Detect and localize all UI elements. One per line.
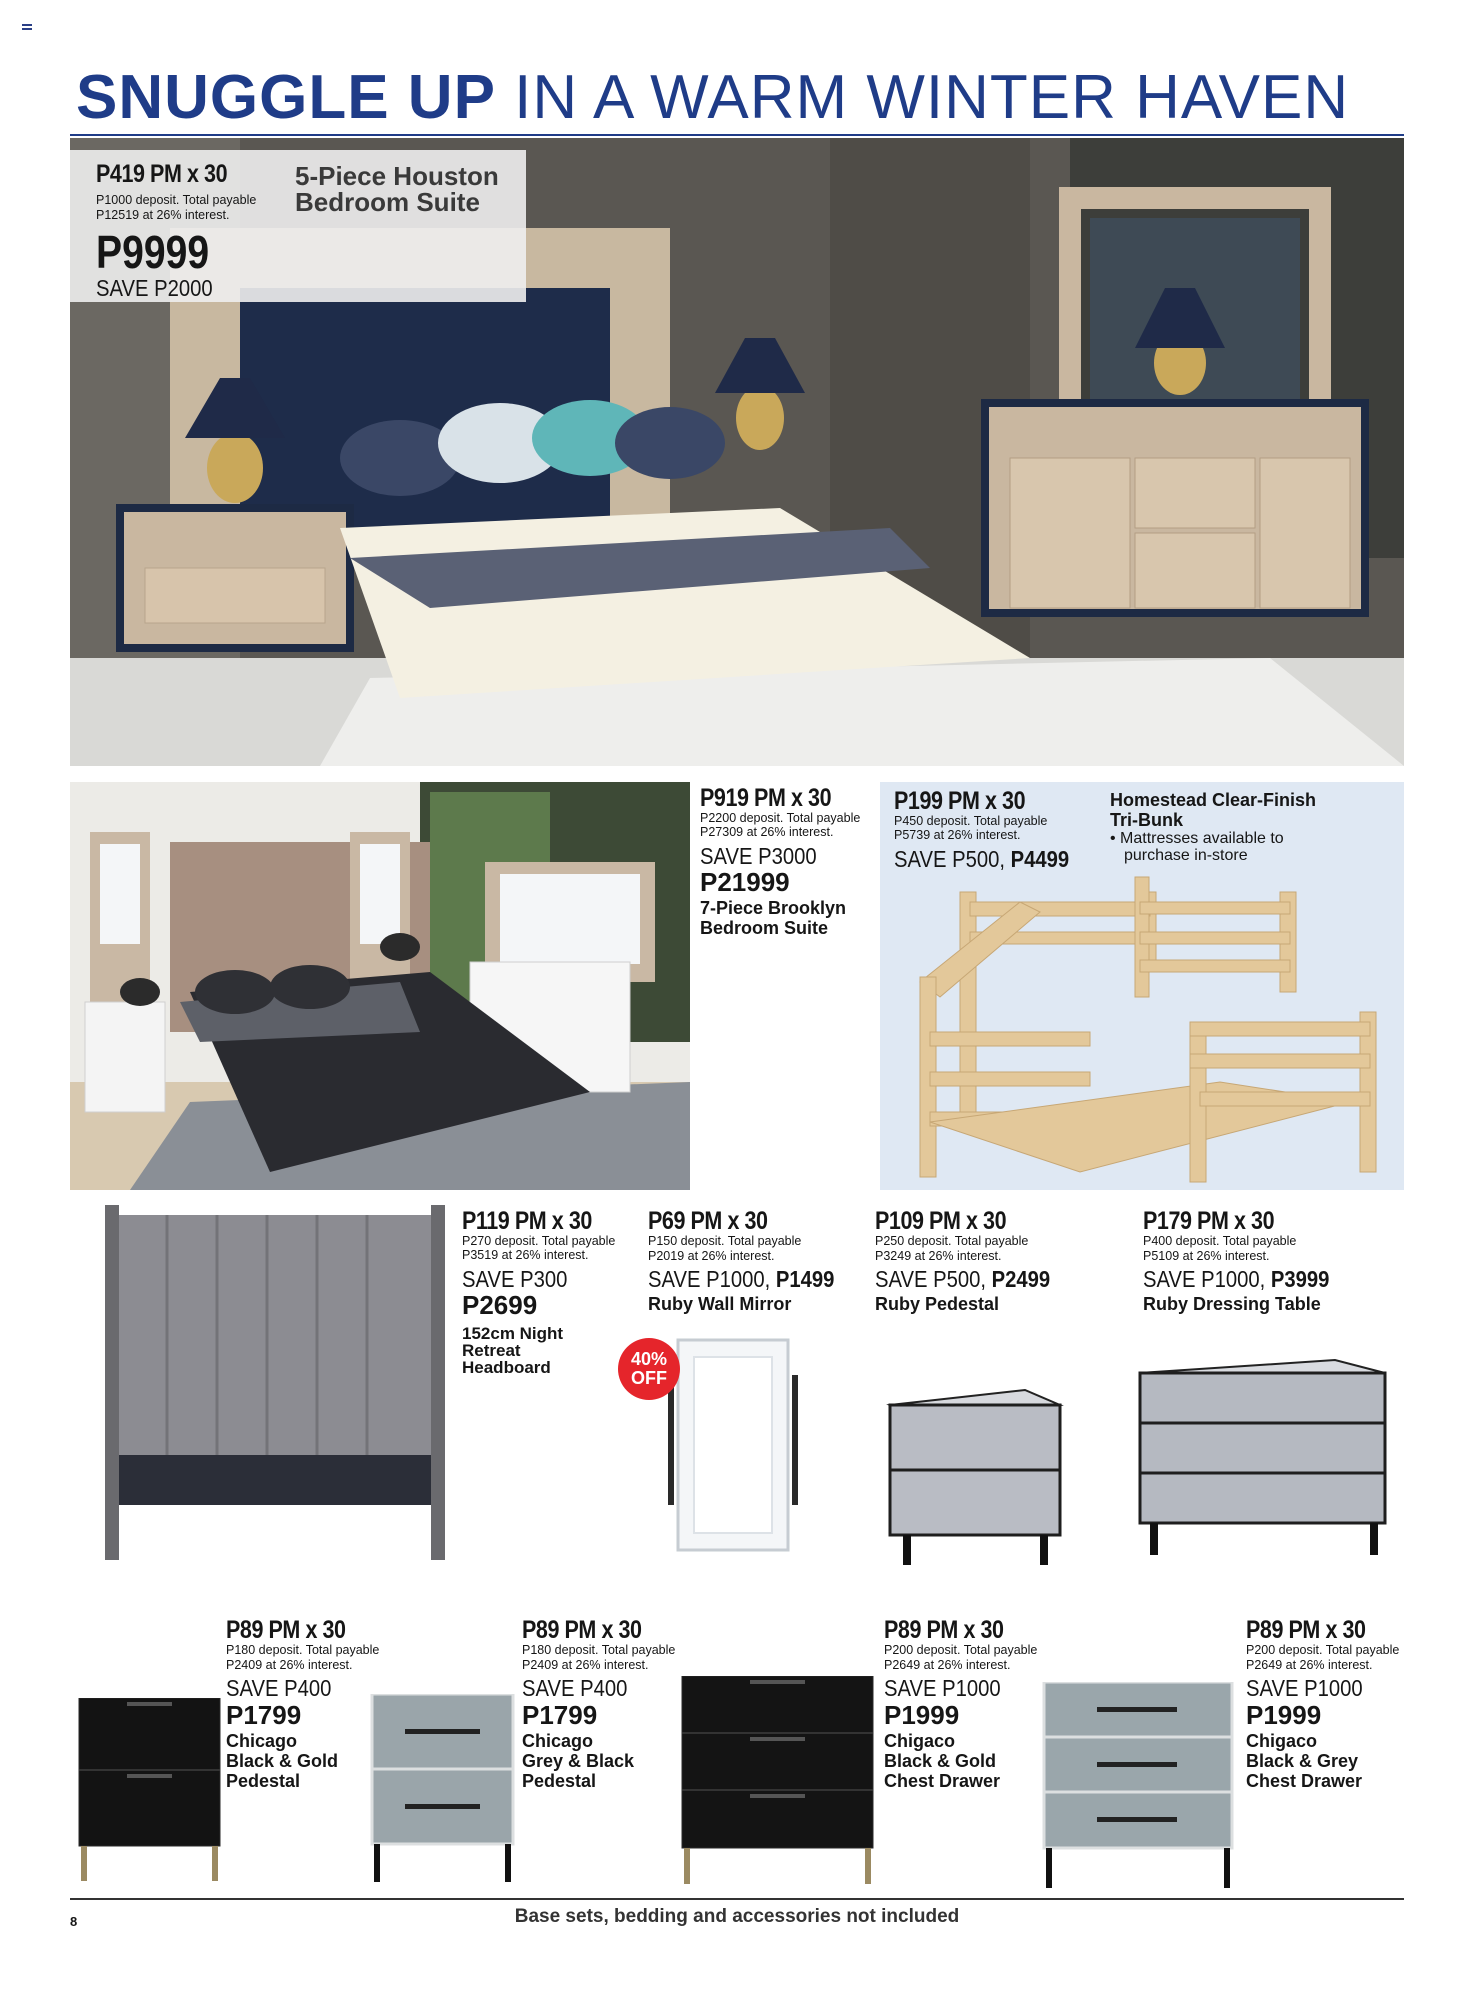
- brooklyn-terms-2: P27309 at 26% interest.: [700, 825, 834, 839]
- headboard-name-1: 152cm Night: [462, 1324, 564, 1343]
- chigaco-bg-installment: P89 PM x 30: [884, 1616, 1004, 1644]
- brooklyn-bedroom-photo[interactable]: [70, 782, 690, 1190]
- footer-rule: [70, 1898, 1404, 1900]
- chicago-gb-price: P1799: [522, 1700, 598, 1730]
- headline-bold: SNUGGLE UP: [76, 63, 496, 132]
- page-headline: [76, 62, 1349, 134]
- chigaco-bgr-name-2: Black & Grey: [1246, 1751, 1359, 1771]
- dressing-table-installment: P179 PM x 30: [1143, 1207, 1275, 1235]
- badge-off: OFF: [631, 1368, 667, 1388]
- houston-terms-2: P12519 at 26% interest.: [96, 208, 230, 222]
- houston-installment: P419 PM x 30: [96, 160, 228, 188]
- ruby-pedestal-installment: P109 PM x 30: [875, 1207, 1007, 1235]
- houston-terms-1: P1000 deposit. Total payable: [96, 193, 257, 207]
- menu-icon[interactable]: [22, 24, 32, 32]
- tribunk-save-line: [894, 846, 1069, 872]
- brooklyn-name-2: Bedroom Suite: [700, 918, 829, 938]
- dressing-table-terms-2: P5109 at 26% interest.: [1143, 1249, 1270, 1263]
- chigaco-bg-save: SAVE P1000: [884, 1675, 1001, 1701]
- chicago-bg-terms-2: P2409 at 26% interest.: [226, 1658, 353, 1672]
- chicago-bg-name-1: Chicago: [226, 1731, 298, 1751]
- mirror-save-line: [648, 1266, 834, 1292]
- brooklyn-name-1: 7-Piece Brooklyn: [700, 898, 847, 918]
- dressing-table-name: Ruby Dressing Table: [1143, 1294, 1321, 1314]
- chicago-black-gold-info: [226, 1616, 379, 1791]
- badge-percent: 40%: [630, 1349, 668, 1369]
- ruby-pedestal-terms-2: P3249 at 26% interest.: [875, 1249, 1002, 1263]
- chigaco-bgr-save: SAVE P1000: [1246, 1675, 1363, 1701]
- chicago-bg-terms-1: P180 deposit. Total payable: [226, 1643, 380, 1657]
- tribunk-note-1: • Mattresses available to: [1110, 830, 1284, 847]
- headboard-installment: P119 PM x 30: [462, 1207, 592, 1235]
- brooklyn-price: P21999: [700, 867, 790, 897]
- ruby-pedestal-save: SAVE P500,: [875, 1266, 987, 1292]
- headboard-terms-2: P3519 at 26% interest.: [462, 1248, 589, 1262]
- ruby-pedestal-terms-1: P250 deposit. Total payable: [875, 1234, 1029, 1248]
- ruby-pedestal-photo[interactable]: [885, 1385, 1065, 1570]
- ruby-pedestal-info: [875, 1207, 1074, 1314]
- headboard-terms-1: P270 deposit. Total payable: [462, 1234, 616, 1248]
- mirror-photo[interactable]: [668, 1335, 798, 1555]
- headline-light: IN A WARM WINTER HAVEN: [514, 63, 1350, 132]
- tribunk-name-1: Homestead Clear-Finish: [1110, 790, 1317, 810]
- chigaco-bg-price: P1999: [884, 1700, 960, 1730]
- headboard-name-2: Retreat: [462, 1341, 521, 1360]
- houston-price: P9999: [96, 226, 210, 278]
- chigaco-bg-terms-2: P2649 at 26% interest.: [884, 1658, 1011, 1672]
- chigaco-bgr-name-3: Chest Drawer: [1246, 1771, 1363, 1791]
- chicago-gb-name-1: Chicago: [522, 1731, 594, 1751]
- chigaco-black-grey-info: [1246, 1616, 1399, 1791]
- mirror-save: SAVE P1000,: [648, 1266, 771, 1292]
- tribunk-installment: P199 PM x 30: [894, 787, 1026, 815]
- discount-badge: [618, 1338, 680, 1400]
- chicago-bg-installment: P89 PM x 30: [226, 1616, 346, 1644]
- header-rule: [70, 134, 1404, 136]
- chigaco-bgr-terms-1: P200 deposit. Total payable: [1246, 1643, 1400, 1657]
- ruby-pedestal-save-line: [875, 1266, 1050, 1292]
- chigaco-black-grey-chest-photo[interactable]: [1042, 1682, 1234, 1892]
- tribunk-save: SAVE P500,: [894, 846, 1006, 872]
- houston-name-2: Bedroom Suite: [295, 187, 480, 217]
- chigaco-bgr-name-1: Chigaco: [1246, 1731, 1318, 1751]
- chicago-grey-black-pedestal-photo[interactable]: [370, 1694, 515, 1884]
- chicago-black-gold-pedestal-photo[interactable]: [77, 1698, 222, 1883]
- headboard-name-3: Headboard: [462, 1358, 551, 1377]
- mirror-terms-1: P150 deposit. Total payable: [648, 1234, 802, 1248]
- chicago-gb-name-2: Grey & Black: [522, 1751, 635, 1771]
- tribunk-note-2: purchase in-store: [1124, 847, 1248, 864]
- chigaco-black-gold-chest-photo[interactable]: [680, 1676, 875, 1886]
- dressing-table-photo[interactable]: [1135, 1355, 1390, 1565]
- houston-name-1: 5-Piece Houston: [295, 161, 499, 191]
- chigaco-bgr-installment: P89 PM x 30: [1246, 1616, 1366, 1644]
- mirror-terms-2: P2019 at 26% interest.: [648, 1249, 775, 1263]
- chigaco-black-gold-info: [884, 1616, 1037, 1791]
- chigaco-bg-name-3: Chest Drawer: [884, 1771, 1001, 1791]
- chicago-grey-black-info: [522, 1616, 675, 1791]
- dressing-table-save-line: [1143, 1266, 1329, 1292]
- dressing-table-terms-1: P400 deposit. Total payable: [1143, 1234, 1297, 1248]
- chicago-bg-save: SAVE P400: [226, 1675, 332, 1701]
- chicago-gb-terms-2: P2409 at 26% interest.: [522, 1658, 649, 1672]
- chigaco-bg-name-1: Chigaco: [884, 1731, 956, 1751]
- chicago-bg-price: P1799: [226, 1700, 302, 1730]
- mirror-info: [648, 1207, 860, 1314]
- ruby-pedestal-price: P2499: [991, 1266, 1051, 1292]
- page-number: 8: [70, 1914, 78, 1929]
- chigaco-bg-terms-1: P200 deposit. Total payable: [884, 1643, 1038, 1657]
- chigaco-bgr-price: P1999: [1246, 1700, 1322, 1730]
- brooklyn-terms-1: P2200 deposit. Total payable: [700, 811, 861, 825]
- chicago-bg-name-3: Pedestal: [226, 1771, 301, 1791]
- brooklyn-installment: P919 PM x 30: [700, 784, 832, 812]
- brooklyn-save: SAVE P3000: [700, 843, 817, 869]
- headboard-price: P2699: [462, 1290, 538, 1320]
- tribunk-price: P4499: [1010, 846, 1070, 872]
- mirror-installment: P69 PM x 30: [648, 1207, 768, 1235]
- chigaco-bg-name-2: Black & Gold: [884, 1751, 997, 1771]
- headboard-photo[interactable]: [105, 1205, 445, 1565]
- houston-save: SAVE P2000: [96, 275, 213, 301]
- footer-disclaimer: Base sets, bedding and accessories not included: [514, 1906, 960, 1927]
- chicago-gb-save: SAVE P400: [522, 1675, 628, 1701]
- chicago-gb-name-3: Pedestal: [522, 1771, 597, 1791]
- mirror-price: P1499: [775, 1266, 835, 1292]
- chicago-gb-installment: P89 PM x 30: [522, 1616, 642, 1644]
- chicago-bg-name-2: Black & Gold: [226, 1751, 339, 1771]
- tribunk-name-2: Tri-Bunk: [1110, 810, 1184, 830]
- chicago-gb-terms-1: P180 deposit. Total payable: [522, 1643, 676, 1657]
- headboard-save: SAVE P300: [462, 1266, 568, 1292]
- dressing-table-save: SAVE P1000,: [1143, 1266, 1266, 1292]
- dressing-table-price: P3999: [1270, 1266, 1330, 1292]
- dressing-table-info: [1143, 1207, 1355, 1314]
- mirror-name: Ruby Wall Mirror: [648, 1294, 792, 1314]
- tribunk-terms-1: P450 deposit. Total payable: [894, 814, 1048, 828]
- tribunk-terms-2: P5739 at 26% interest.: [894, 828, 1021, 842]
- ruby-pedestal-name: Ruby Pedestal: [875, 1294, 1000, 1314]
- chigaco-bgr-terms-2: P2649 at 26% interest.: [1246, 1658, 1373, 1672]
